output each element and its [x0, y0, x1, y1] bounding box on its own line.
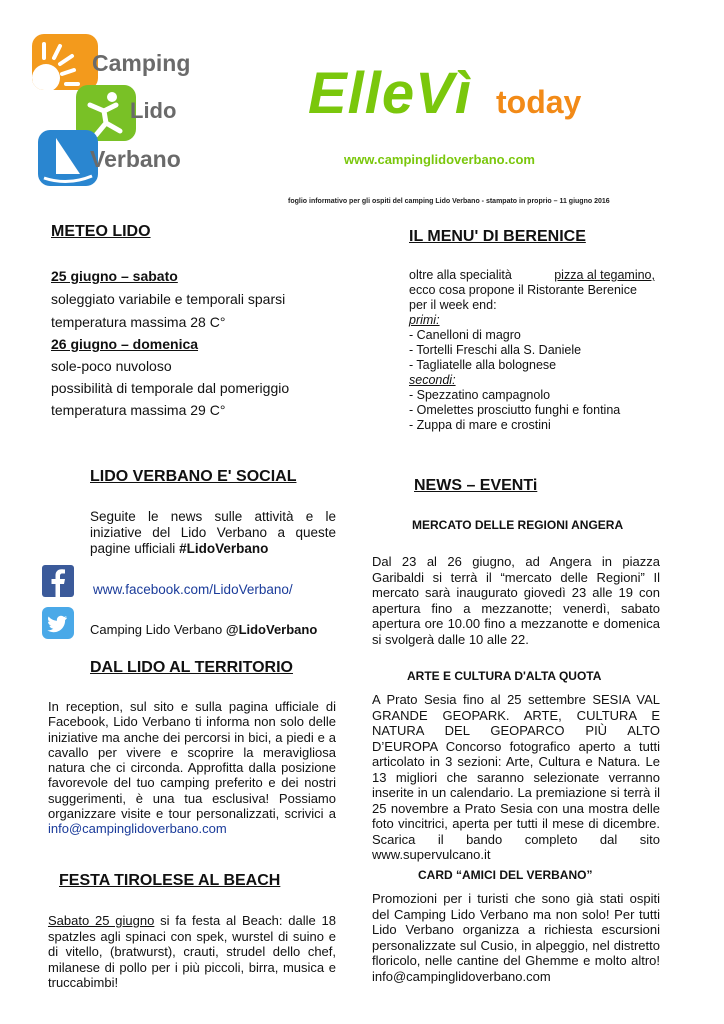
twitter-line: [90, 622, 317, 638]
meteo-day2-line: sole-poco nuvoloso: [51, 358, 172, 374]
twitter-icon[interactable]: [42, 607, 74, 639]
menu-intro-line: per il week end:: [409, 298, 497, 312]
menu-intro-prefix: oltre alla specialità: [409, 268, 512, 282]
logo-word-camping: Camping: [92, 50, 191, 76]
festa-body: si fa festa al Beach: dalle 18 spatzles agli spinaci con spek, wurstel di suino e di vitello, (bratwurst), crauti, strudel dello chef, milanese di pollo per i più piccoli, birra, musica e truccabimbi!: [48, 913, 336, 990]
menu-item: - Tagliatelle alla bolognese: [409, 358, 557, 372]
meteo-day1-label: 25 giugno – sabato: [51, 268, 178, 284]
meteo-day2-label: 26 giugno – domenica: [51, 336, 199, 352]
territorio-body: In reception, sul sito e sulla pagina ufficiale di Facebook, Lido Verbano ti informa non solo delle iniziative ma anche dei percorsi in bici, a piedi e a cavallo per vivere e scoprire la meravigliosa natura che ci circonda. Approfitta dalla posizione favorevole del tuo camping preferito e dei nostri suggerimenti, è una tua esclusiva! Possiamo organizzare visite e tour personalizzati, scrivici a: [48, 699, 336, 822]
newsletter-title: ElleVì: [308, 61, 472, 126]
newsletter-subtitle: foglio informativo per gli ospiti del camping Lido Verbano - stampato in proprio – 11 giugno 2016: [288, 198, 610, 205]
social-hashtag: #LidoVerbano: [179, 541, 269, 556]
meteo-day1-line: temperatura massima 28 C°: [51, 314, 226, 330]
territorio-text: [48, 699, 336, 837]
card-text: Promozioni per i turisti che sono già stati ospiti del Camping Lido Verbano ma non solo! Per tutti Lido Verbano organizza a richiesta escursioni personalizzate sul Cusio, in alpeggio, nel distretto floricolo, nelle cantine del Ghemme e molto altro! info@campinglidoverbano.com: [372, 891, 660, 984]
twitter-account-name: Camping Lido Verbano: [90, 622, 223, 637]
festa-text: [48, 913, 336, 991]
news-title: NEWS – EVENTi: [414, 477, 538, 494]
meteo-day2-line: temperatura massima 29 C°: [51, 402, 226, 418]
card-title: CARD “AMICI DEL VERBANO”: [418, 868, 593, 882]
social-text-body: Seguite le news sulle attività e le iniziative del Lido Verbano a queste pagine ufficiali: [90, 509, 336, 556]
menu-item: - Spezzatino campagnolo: [409, 388, 551, 402]
territorio-title: DAL LIDO AL TERRITORIO: [90, 659, 293, 676]
facebook-icon[interactable]: [42, 565, 74, 597]
website-link[interactable]: www.campinglidoverbano.com: [344, 152, 535, 167]
menu-item: - Tortelli Freschi alla S. Daniele: [409, 343, 582, 357]
menu-secondi-label: secondi:: [409, 373, 456, 387]
menu-item: - Zuppa di mare e crostini: [409, 418, 551, 432]
facebook-link[interactable]: www.facebook.com/LidoVerbano/: [93, 582, 293, 597]
arte-title: ARTE E CULTURA D'ALTA QUOTA: [407, 669, 602, 683]
meteo-title: METEO LIDO: [51, 223, 151, 240]
logo-word-lido: Lido: [130, 98, 177, 123]
logo-word-verbano: Verbano: [90, 146, 181, 172]
menu-title: IL MENU' DI BERENICE: [409, 228, 586, 245]
logo: [30, 30, 220, 190]
festa-date: Sabato 25 giugno: [48, 913, 155, 928]
festa-title: FESTA TIROLESE AL BEACH: [59, 872, 281, 889]
newsletter-title-today: today: [496, 84, 582, 120]
menu-item: - Omelettes prosciutto funghi e fontina: [409, 403, 621, 417]
territorio-email[interactable]: info@campinglidoverbano.com: [48, 821, 227, 837]
sun-icon: [32, 34, 98, 90]
meteo-day2-line: possibilità di temporale dal pomeriggio: [51, 380, 290, 396]
menu-intro-highlight: pizza al tegamino,: [554, 268, 655, 282]
twitter-handle[interactable]: @LidoVerbano: [225, 622, 318, 637]
menu-intro: [409, 268, 655, 282]
arte-text: A Prato Sesia fino al 25 settembre SESIA VAL GRANDE GEOPARK. ARTE, CULTURA E NATURA DEL GEOPARCO PIÙ ALTO D’EUROPA Concorso fotografico aperto a tutti articolato in 3 sezioni: Arte, Cultura e Natura. Le 13 migliori che saranno selezionate verranno inserite in un calendario. La premiazione si terrà il 25 novembre a Prato Sesia con una mostra delle foto vincitrici, aperta per tutti il mese di dicembre. Scarica il bando completo dal sito www.supervulcano.it: [372, 692, 660, 862]
social-title: LIDO VERBANO E' SOCIAL: [90, 468, 297, 485]
menu-primi-label: primi:: [409, 313, 440, 327]
menu-item: - Canelloni di magro: [409, 328, 521, 342]
mercato-text: Dal 23 al 26 giugno, ad Angera in piazza Garibaldi si terrà il “mercato delle Regioni” Il mercato sarà inaugurato giovedì 23 alle 19 con apertura fino a mezzanotte; venerdì, sabato apertura ore 10.00 fino a mezzanotte e domenica si svolgerà dalle 10 alle 22.: [372, 554, 660, 647]
social-text: [90, 509, 336, 557]
sailboat-icon: [38, 130, 98, 186]
menu-intro-line: ecco cosa propone il Ristorante Berenice: [409, 283, 637, 297]
meteo-day1-line: soleggiato variabile e temporali sparsi: [51, 291, 286, 307]
mercato-title: MERCATO DELLE REGIONI ANGERA: [412, 518, 624, 532]
